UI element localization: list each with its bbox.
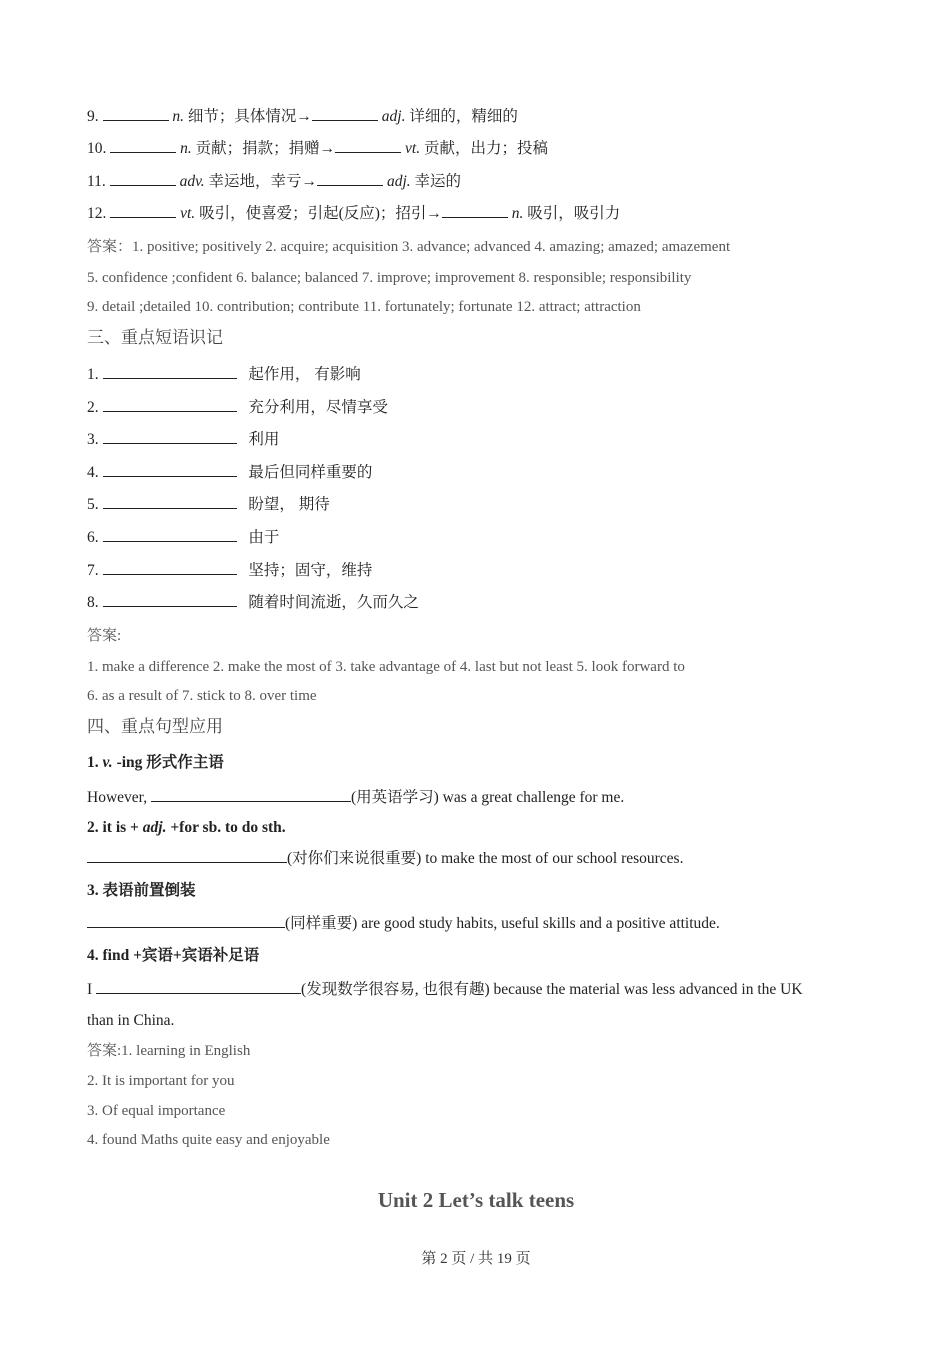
item-number: 4. <box>87 464 99 481</box>
item-number: 12. <box>87 205 107 222</box>
answer-blank[interactable] <box>151 787 351 802</box>
part-of-speech: vt. <box>180 205 196 222</box>
part-of-speech: adj. <box>381 108 406 125</box>
pattern-heading: 3. 表语前置倒装 <box>87 882 196 899</box>
part-of-speech: n. <box>172 108 184 125</box>
pattern-heading <box>87 753 224 773</box>
pattern-number: 1. <box>87 754 103 771</box>
pattern-pos: adj. <box>142 819 167 836</box>
definition: 细节；具体情况→ <box>187 108 312 125</box>
definition: 吸引，吸引力 <box>527 205 621 222</box>
answer-blank[interactable] <box>87 913 285 928</box>
pattern-title: +for sb. to do sth. <box>166 819 286 836</box>
phrase-meaning: 盼望， 期待 <box>248 496 330 513</box>
phrase-meaning: 由于 <box>248 529 280 546</box>
part-of-speech: n. <box>511 205 524 222</box>
phrase-item <box>87 429 279 450</box>
answer-line: 答案:1. learning in English <box>87 1043 251 1059</box>
answer-label: 答案: <box>87 628 122 644</box>
answer-line: 2. It is important for you <box>87 1073 235 1089</box>
answer-blank[interactable] <box>96 979 301 994</box>
pattern-sentence <box>87 979 803 1000</box>
definition: 幸运地，幸亏→ <box>208 173 318 190</box>
phrase-item <box>87 364 361 385</box>
answer-blank[interactable] <box>103 364 237 379</box>
vocab-item <box>87 138 548 159</box>
phrase-item <box>87 494 330 515</box>
answer-blank[interactable] <box>103 560 237 575</box>
pattern-title: -ing 形式作主语 <box>112 754 224 771</box>
part-of-speech: adj. <box>386 173 411 190</box>
pattern-pos: v. <box>102 754 113 771</box>
answer-blank[interactable] <box>103 397 237 412</box>
answer-blank[interactable] <box>110 171 176 186</box>
phrase-item <box>87 462 372 483</box>
vocab-item <box>87 171 461 192</box>
part-of-speech: adv. <box>179 173 205 190</box>
item-number: 5. <box>87 496 99 513</box>
item-number: 3. <box>87 431 99 448</box>
answer-blank[interactable] <box>110 203 176 218</box>
pattern-sentence <box>87 848 683 869</box>
answer-blank[interactable] <box>335 138 401 153</box>
vocab-item <box>87 203 620 224</box>
part-of-speech: n. <box>180 140 192 157</box>
item-number: 7. <box>87 562 99 579</box>
pattern-sentence <box>87 913 720 934</box>
item-number: 1. <box>87 366 99 383</box>
answer-blank[interactable] <box>442 203 508 218</box>
item-number: 2. <box>87 399 99 416</box>
answer-blank[interactable] <box>317 171 383 186</box>
item-number: 8. <box>87 594 99 611</box>
sentence-text: (用英语学习) was a great challenge for me. <box>350 789 625 806</box>
item-number: 11. <box>87 173 106 190</box>
sentence-text: (发现数学很容易, 也很有趣) because the material was less advanced in the UK <box>301 981 803 998</box>
answer-line: 5. confidence ;confident 6. balance; balanced 7. improve; improvement 8. responsible; responsibility <box>87 270 692 286</box>
answer-blank[interactable] <box>103 462 237 477</box>
answer-line: 9. detail ;detailed 10. contribution; contribute 11. fortunately; fortunate 12. attract; attraction <box>87 299 641 315</box>
definition: 详细的，精细的 <box>409 108 518 125</box>
answer-blank[interactable] <box>103 494 237 509</box>
answer-blank[interactable] <box>103 106 169 121</box>
phrase-meaning: 起作用， 有影响 <box>248 366 361 383</box>
answer-blank[interactable] <box>103 429 237 444</box>
page-footer: 第 2 页 / 共 19 页 <box>421 1251 531 1267</box>
phrase-meaning: 最后但同样重要的 <box>248 464 373 481</box>
pattern-sentence <box>87 787 624 808</box>
item-number: 6. <box>87 529 99 546</box>
phrase-meaning: 坚持；固守，维持 <box>248 562 373 579</box>
phrase-meaning: 利用 <box>248 431 280 448</box>
sentence-text: However, <box>87 789 151 806</box>
unit-title: Unit 2 Let’s talk teens <box>377 1188 575 1212</box>
section-heading: 三、重点短语识记 <box>87 328 223 347</box>
pattern-title: 2. it is + <box>87 819 143 836</box>
answer-line: 4. found Maths quite easy and enjoyable <box>87 1132 330 1148</box>
pattern-sentence-continued: than in China. <box>87 1012 175 1029</box>
answer-blank[interactable] <box>312 106 378 121</box>
answer-line: 答案：1. positive; positively 2. acquire; acquisition 3. advance; advanced 4. amazing; amazed; amazement <box>87 239 731 255</box>
phrase-meaning: 充分利用，尽情享受 <box>248 399 388 416</box>
answer-blank[interactable] <box>103 527 237 542</box>
phrase-item <box>87 527 279 548</box>
item-number: 9. <box>87 108 99 125</box>
sentence-text: (对你们来说很重要) to make the most of our school resources. <box>287 850 684 867</box>
phrase-item <box>87 397 388 418</box>
sentence-text: (同样重要) are good study habits, useful skills and a positive attitude. <box>285 915 720 932</box>
phrase-meaning: 随着时间流逝，久而久之 <box>248 594 419 611</box>
definition: 幸运的 <box>414 173 462 190</box>
answer-blank[interactable] <box>103 592 237 607</box>
item-number: 10. <box>87 140 107 157</box>
phrase-item <box>87 560 372 581</box>
pattern-heading <box>87 818 286 838</box>
pattern-heading: 4. find +宾语+宾语补足语 <box>87 947 260 964</box>
answer-line: 6. as a result of 7. stick to 8. over time <box>87 688 317 704</box>
phrase-item <box>87 592 419 613</box>
answer-blank[interactable] <box>110 138 176 153</box>
sentence-text: I <box>87 981 97 998</box>
definition: 吸引，使喜爱；引起(反应)；招引→ <box>199 205 442 222</box>
answer-line: 1. make a difference 2. make the most of 3. take advantage of 4. last but not least 5. look forward to <box>87 659 685 675</box>
section-heading: 四、重点句型应用 <box>87 717 223 736</box>
part-of-speech: vt. <box>405 140 421 157</box>
vocab-item <box>87 106 518 127</box>
definition: 贡献；捐款；捐赠→ <box>195 140 336 157</box>
answer-blank[interactable] <box>87 848 287 863</box>
answer-line: 3. Of equal importance <box>87 1103 226 1119</box>
definition: 贡献，出力；投稿 <box>423 140 548 157</box>
